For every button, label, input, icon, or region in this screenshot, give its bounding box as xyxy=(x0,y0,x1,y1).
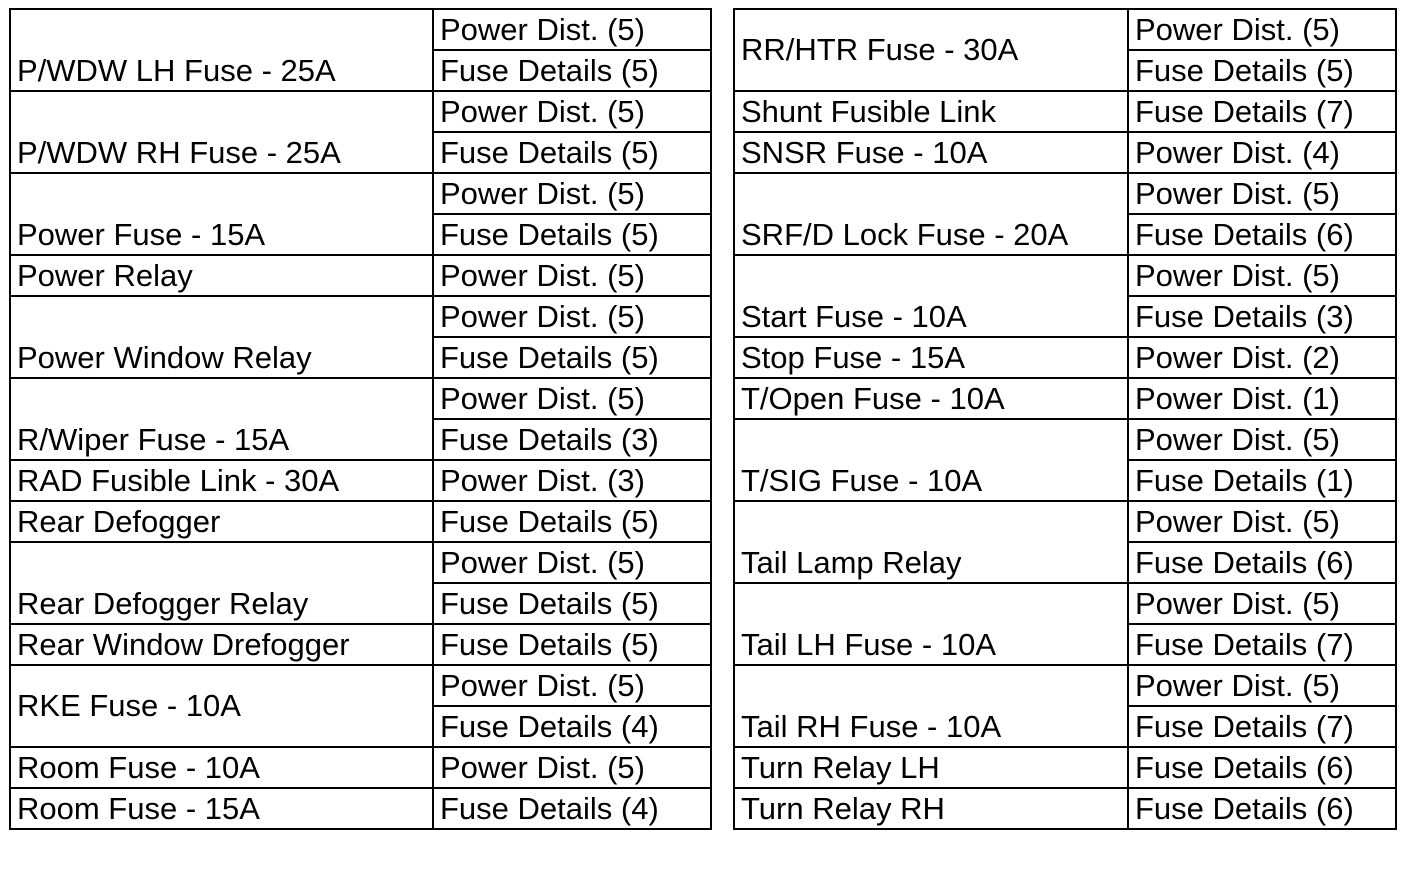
component-name-cell: T/Open Fuse - 10A xyxy=(734,378,1128,419)
reference-cell: Power Dist. (5) xyxy=(433,91,711,132)
reference-cell: Fuse Details (5) xyxy=(433,132,711,173)
table-row xyxy=(10,296,711,337)
component-name-cell: SRF/D Lock Fuse - 20A xyxy=(734,173,1128,255)
reference-cell: Fuse Details (5) xyxy=(433,624,711,665)
reference-cell: Power Dist. (1) xyxy=(1128,378,1396,419)
reference-cell: Fuse Details (5) xyxy=(433,50,711,91)
component-name-cell: Rear Defogger xyxy=(10,501,433,542)
component-name-cell: Stop Fuse - 15A xyxy=(734,337,1128,378)
reference-cell: Power Dist. (2) xyxy=(1128,337,1396,378)
table-row xyxy=(10,501,711,542)
component-name-cell: R/Wiper Fuse - 15A xyxy=(10,378,433,460)
reference-cell: Power Dist. (5) xyxy=(433,747,711,788)
table-row xyxy=(734,378,1396,419)
reference-cell: Fuse Details (5) xyxy=(433,214,711,255)
reference-cell: Power Dist. (4) xyxy=(1128,132,1396,173)
component-name-cell: Power Window Relay xyxy=(10,296,433,378)
reference-cell: Power Dist. (5) xyxy=(1128,255,1396,296)
reference-cell: Power Dist. (3) xyxy=(433,460,711,501)
reference-cell: Power Dist. (5) xyxy=(1128,419,1396,460)
table-row xyxy=(10,460,711,501)
reference-cell: Power Dist. (5) xyxy=(433,173,711,214)
component-name-cell: Rear Defogger Relay xyxy=(10,542,433,624)
table-row xyxy=(734,583,1396,624)
component-name-cell: Rear Window Drefogger xyxy=(10,624,433,665)
component-name-cell: Room Fuse - 10A xyxy=(10,747,433,788)
table-row xyxy=(10,9,711,50)
table-row xyxy=(10,378,711,419)
reference-cell: Fuse Details (3) xyxy=(433,419,711,460)
table-row xyxy=(734,91,1396,132)
table-row xyxy=(734,419,1396,460)
reference-cell: Power Dist. (5) xyxy=(1128,501,1396,542)
table-row xyxy=(10,747,711,788)
component-name-cell: RAD Fusible Link - 30A xyxy=(10,460,433,501)
reference-cell: Power Dist. (5) xyxy=(1128,665,1396,706)
reference-cell: Fuse Details (5) xyxy=(1128,50,1396,91)
table-row xyxy=(10,542,711,583)
reference-cell: Fuse Details (6) xyxy=(1128,788,1396,829)
table-row xyxy=(10,788,711,829)
reference-cell: Fuse Details (5) xyxy=(433,337,711,378)
table-row xyxy=(734,132,1396,173)
component-name-cell: P/WDW RH Fuse - 25A xyxy=(10,91,433,173)
reference-cell: Fuse Details (6) xyxy=(1128,214,1396,255)
reference-cell: Fuse Details (1) xyxy=(1128,460,1396,501)
reference-cell: Power Dist. (5) xyxy=(1128,583,1396,624)
table-row xyxy=(734,255,1396,296)
table-row xyxy=(734,747,1396,788)
reference-cell: Fuse Details (4) xyxy=(433,788,711,829)
table-row xyxy=(10,624,711,665)
left-component-index-table xyxy=(9,8,712,830)
reference-cell: Power Dist. (5) xyxy=(1128,173,1396,214)
component-name-cell: RR/HTR Fuse - 30A xyxy=(734,9,1128,91)
reference-cell: Fuse Details (7) xyxy=(1128,624,1396,665)
table-row xyxy=(734,501,1396,542)
reference-cell: Power Dist. (5) xyxy=(433,378,711,419)
reference-cell: Power Dist. (5) xyxy=(433,542,711,583)
left-table-body xyxy=(10,9,711,829)
table-row xyxy=(10,91,711,132)
table-row xyxy=(734,665,1396,706)
table-row xyxy=(10,255,711,296)
component-name-cell: Start Fuse - 10A xyxy=(734,255,1128,337)
reference-cell: Power Dist. (5) xyxy=(433,665,711,706)
right-component-index-table xyxy=(733,8,1397,830)
component-name-cell: Tail RH Fuse - 10A xyxy=(734,665,1128,747)
right-table-body xyxy=(734,9,1396,829)
reference-cell: Power Dist. (5) xyxy=(433,296,711,337)
component-name-cell: SNSR Fuse - 10A xyxy=(734,132,1128,173)
table-row xyxy=(734,9,1396,50)
reference-cell: Fuse Details (6) xyxy=(1128,747,1396,788)
reference-cell: Power Dist. (5) xyxy=(1128,9,1396,50)
reference-cell: Fuse Details (7) xyxy=(1128,91,1396,132)
component-name-cell: P/WDW LH Fuse - 25A xyxy=(10,9,433,91)
component-name-cell: T/SIG Fuse - 10A xyxy=(734,419,1128,501)
component-name-cell: Turn Relay LH xyxy=(734,747,1128,788)
reference-cell: Fuse Details (5) xyxy=(433,501,711,542)
component-name-cell: Tail Lamp Relay xyxy=(734,501,1128,583)
table-row xyxy=(734,337,1396,378)
table-row xyxy=(10,665,711,706)
reference-cell: Fuse Details (3) xyxy=(1128,296,1396,337)
reference-cell: Fuse Details (6) xyxy=(1128,542,1396,583)
reference-cell: Fuse Details (4) xyxy=(433,706,711,747)
reference-cell: Fuse Details (7) xyxy=(1128,706,1396,747)
reference-cell: Power Dist. (5) xyxy=(433,9,711,50)
component-name-cell: Room Fuse - 15A xyxy=(10,788,433,829)
component-name-cell: Tail LH Fuse - 10A xyxy=(734,583,1128,665)
component-name-cell: Power Relay xyxy=(10,255,433,296)
component-name-cell: Shunt Fusible Link xyxy=(734,91,1128,132)
reference-cell: Power Dist. (5) xyxy=(433,255,711,296)
component-name-cell: Power Fuse - 15A xyxy=(10,173,433,255)
table-row xyxy=(10,173,711,214)
table-row xyxy=(734,173,1396,214)
reference-cell: Fuse Details (5) xyxy=(433,583,711,624)
table-row xyxy=(734,788,1396,829)
component-name-cell: Turn Relay RH xyxy=(734,788,1128,829)
component-name-cell: RKE Fuse - 10A xyxy=(10,665,433,747)
